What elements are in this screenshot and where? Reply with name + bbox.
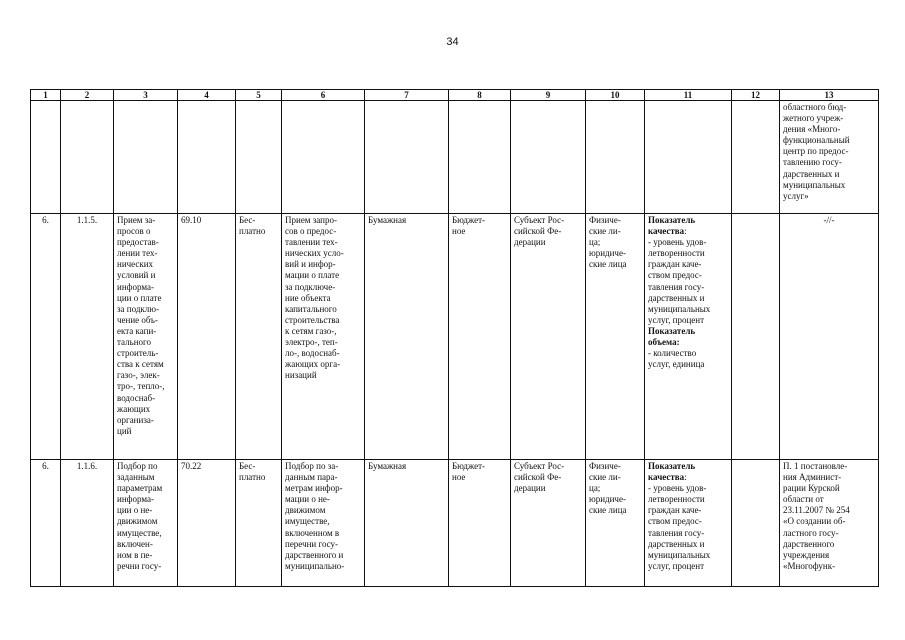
service-name: Подбор по заданным параметрам информа- ции о не- движимом имуществе, включен- ном в пе- речни госу- (117, 461, 163, 571)
quality-indicator-label: Показатель качества (648, 215, 696, 237)
volume-indicator-label: Показатель объема: (648, 325, 696, 348)
column-header-7: 7 (365, 90, 449, 101)
table-row (31, 460, 879, 587)
legal-basis: П. 1 постановле- ния Админист- рации Курской области от 23.11.2007 № 254 «О создании об- ластного госу- дарственного учреждения «Многофунк- (783, 461, 850, 571)
institution-type: Бюджет- ное (452, 461, 486, 483)
legal-basis-ditto: -//- (823, 215, 835, 225)
column-header-9: 9 (511, 90, 586, 101)
service-form: Бумажная (368, 461, 407, 471)
column-header-8: 8 (449, 90, 511, 101)
volume-indicator-text: - количество услуг, единица (648, 348, 705, 370)
quality-indicator-label: Показатель качества (648, 461, 696, 483)
service-content: Подбор по за- данным пара- метрам инфор- мации о не- движимом имуществе, включенном в перечни госу- дарственного и муниципально- (285, 461, 345, 571)
consumer-category: Физиче- ские ли- ца; юридиче- ские лица (589, 215, 627, 270)
service-name: Прием за- просов о предостав- лении тех- нических условий и информа- ции о плате за подклю- чение объ- екта капи- тального строитель- ства к сетям газо-, элек- тро-, тепло-, водоснаб- жающих организа- ций (117, 215, 165, 436)
service-code: 1.1.6. (76, 461, 98, 471)
column-header-1: 1 (31, 90, 61, 101)
page-number: 34 (446, 36, 459, 48)
continuation-row (31, 101, 879, 214)
quality-indicator-text: : - уровень удов- летворенности граждан каче- ством предос- тавления госу- дарственных и муниципальных услуг, процент (648, 472, 711, 571)
column-header-11: 11 (645, 90, 732, 101)
payment-terms: Бес- платно (239, 461, 266, 483)
table-row (31, 214, 879, 460)
service-code: 1.1.5. (76, 215, 98, 225)
column-header-13: 13 (780, 90, 879, 101)
payment-terms: Бес- платно (239, 215, 266, 237)
row-number: 6. (42, 461, 49, 471)
column-header-12: 12 (732, 90, 780, 101)
service-form: Бумажная (368, 215, 407, 225)
column-header-10: 10 (586, 90, 645, 101)
column-header-4: 4 (178, 90, 236, 101)
column-header-6: 6 (282, 90, 365, 101)
quality-indicator-text: : - уровень удов- летворенности граждан каче- ством предос- тавления госу- дарственных и муниципальных услуг, процент (648, 226, 711, 325)
consumer-category: Физиче- ские ли- ца; юридиче- ские лица (589, 461, 627, 516)
column-numbers-row (31, 90, 879, 101)
founder: Субъект Рос- сийской Фе- дерации (514, 461, 565, 494)
row-number: 6. (42, 215, 49, 225)
institution-type: Бюджет- ное (452, 215, 486, 237)
continuation-legal-basis: областного бюд- жетного учреж- дения «Много- функциональный центр по предос- тавлению госу- дарственных и муниципальных услуг» (783, 102, 850, 201)
column-header-3: 3 (114, 90, 178, 101)
services-register-table (30, 89, 879, 587)
service-content: Прием запро- сов о предос- тавлении тех- нических усло- вий и инфор- мации о плате за подключе- ние объекта капитального строительства к сетям газо-, электро-, теп- ло-, водоснаб- жающих орга- низаций (285, 215, 344, 381)
founder: Субъект Рос- сийской Фе- дерации (514, 215, 565, 248)
column-header-5: 5 (236, 90, 282, 101)
okved-code: 70.22 (181, 461, 202, 471)
okved-code: 69.10 (181, 215, 202, 225)
column-header-2: 2 (61, 90, 114, 101)
